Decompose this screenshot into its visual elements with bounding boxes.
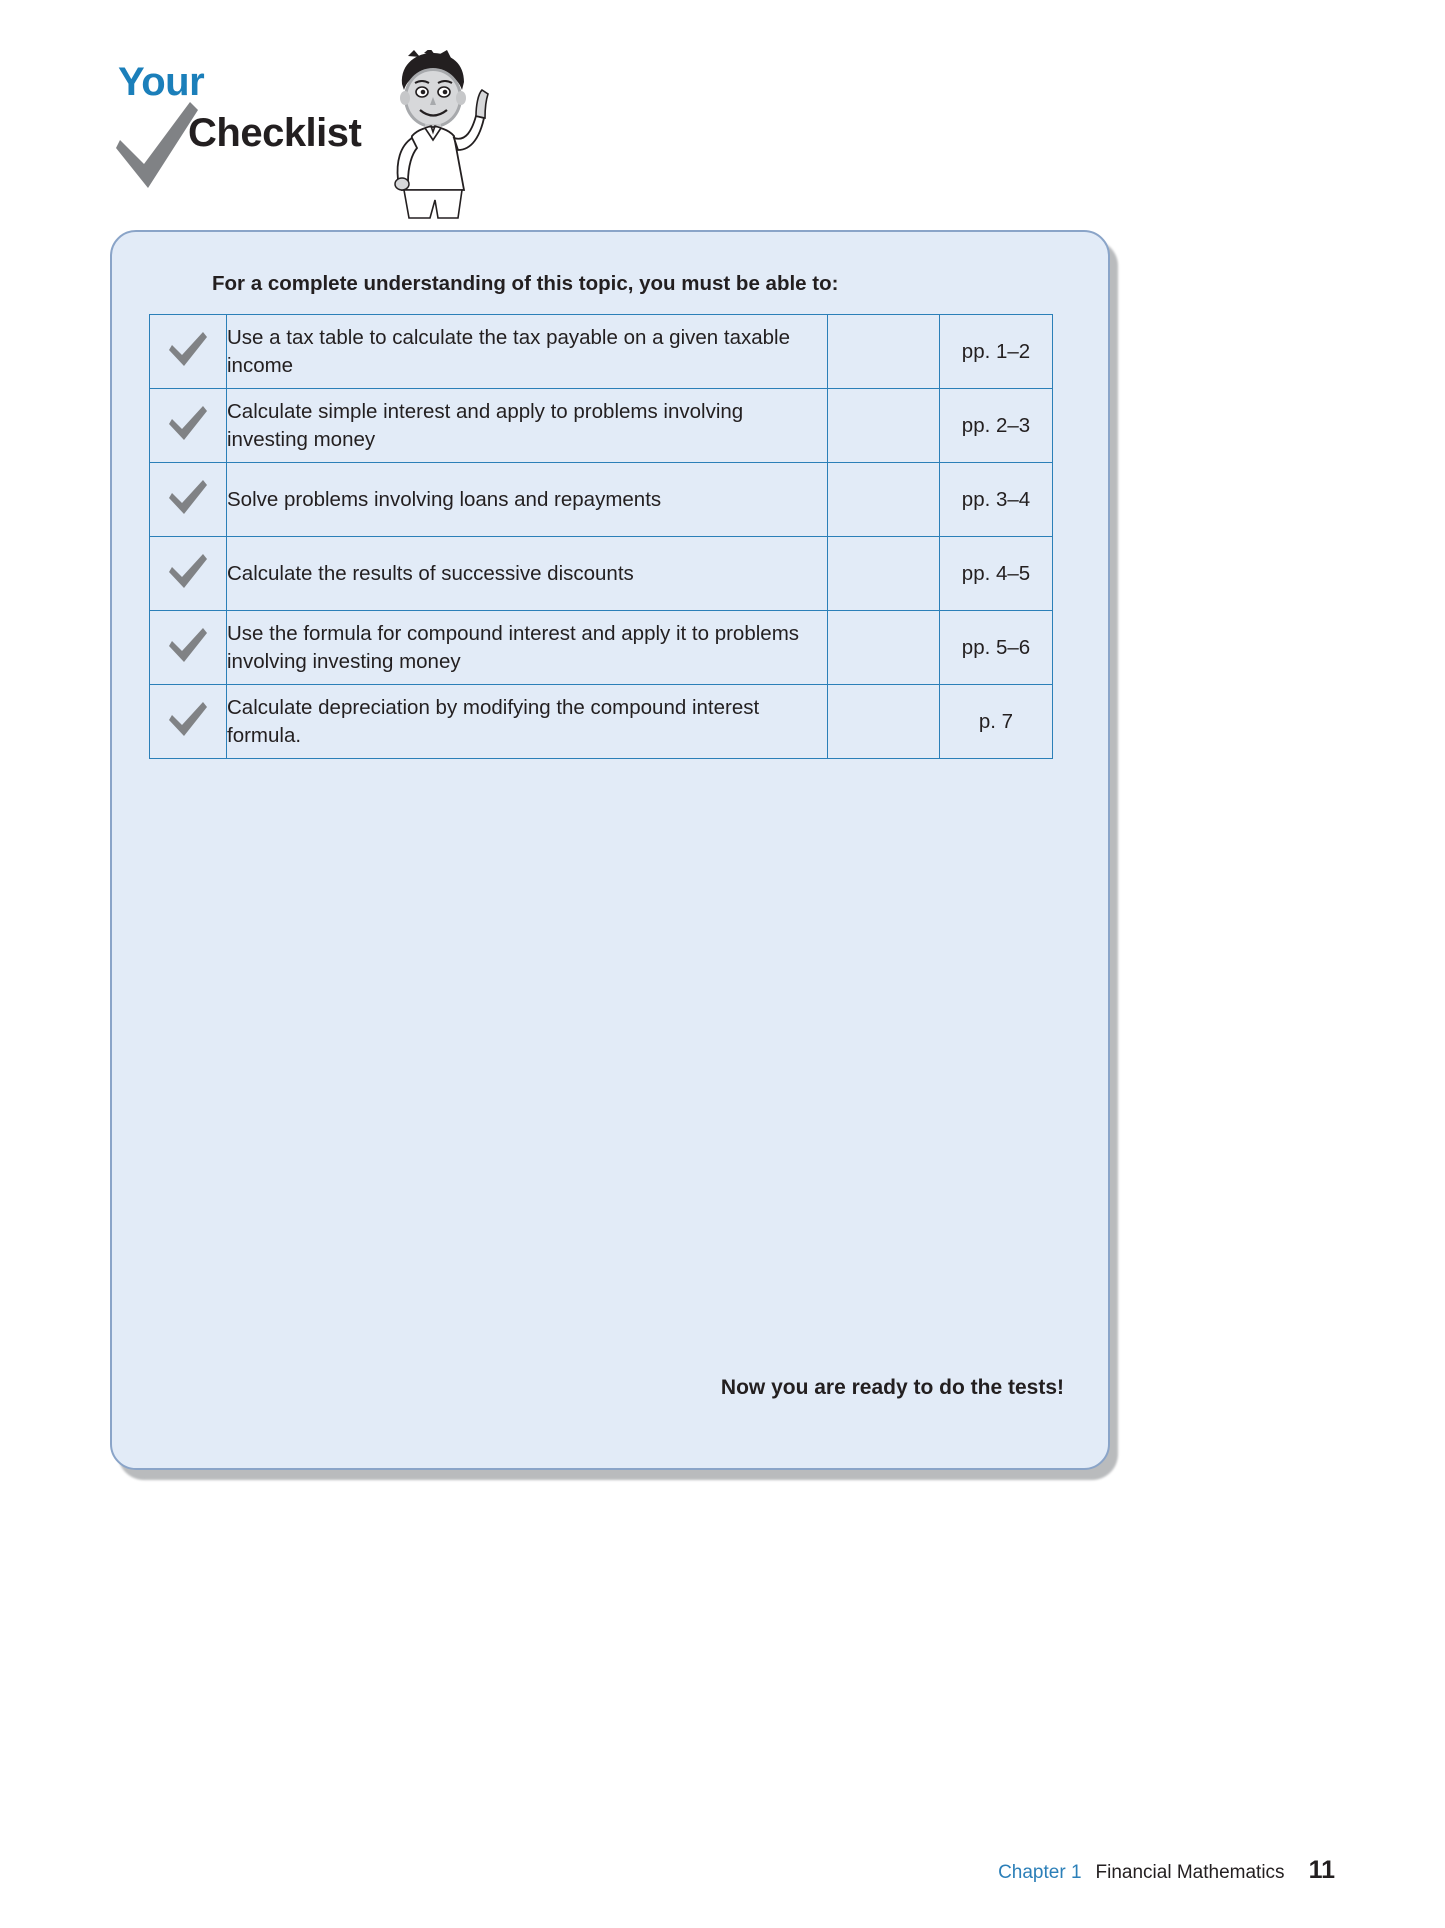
row-checkbox[interactable] [150,315,227,389]
check-mark-icon [167,625,209,670]
row-note-cell[interactable] [828,537,940,611]
footer-chapter-label: Chapter 1 [998,1862,1082,1883]
row-page-reference: pp. 2–3 [940,389,1053,463]
footer-page-number: 11 [1308,1856,1335,1884]
row-description: Use a tax table to calculate the tax payable on a given taxable income [227,315,828,389]
panel-intro-text: For a complete understanding of this topic, you must be able to: [212,272,839,295]
row-page-reference: pp. 3–4 [940,463,1053,537]
row-checkbox[interactable] [150,537,227,611]
row-note-cell[interactable] [828,685,940,759]
row-checkbox[interactable] [150,685,227,759]
row-page-reference: pp. 4–5 [940,537,1053,611]
row-note-cell[interactable] [828,463,940,537]
check-mark-icon [167,477,209,522]
check-mark-icon [167,551,209,596]
table-row [150,389,1053,463]
row-note-cell[interactable] [828,315,940,389]
page-header [110,60,670,210]
table-row [150,463,1053,537]
checklist-panel [110,230,1110,1470]
row-description: Calculate the results of successive discounts [227,537,828,611]
row-description: Use the formula for compound interest and apply it to problems involving investing money [227,611,828,685]
teacher-character-illustration [372,50,502,220]
check-mark-icon [167,403,209,448]
table-row [150,537,1053,611]
panel-footer-note: Now you are ready to do the tests! [720,1376,1064,1399]
footer-topic-label: Financial Mathematics [1095,1862,1285,1883]
row-note-cell[interactable] [828,611,940,685]
checklist-table [149,314,1053,759]
row-page-reference: pp. 1–2 [940,315,1053,389]
check-mark-icon [167,699,209,744]
row-description: Solve problems involving loans and repayments [227,463,828,537]
row-checkbox[interactable] [150,389,227,463]
row-checkbox[interactable] [150,611,227,685]
row-note-cell[interactable] [828,389,940,463]
page-title-line1: Your [118,60,205,104]
row-page-reference: pp. 5–6 [940,611,1053,685]
check-mark-icon [110,96,200,196]
row-description: Calculate simple interest and apply to problems involving investing money [227,389,828,463]
row-checkbox[interactable] [150,463,227,537]
page-title-line2: Checklist [188,111,362,155]
row-description: Calculate depreciation by modifying the compound interest formula. [227,685,828,759]
check-mark-icon [167,329,209,374]
table-row [150,315,1053,389]
table-row [150,685,1053,759]
page-footer [998,1856,1335,1885]
row-page-reference: p. 7 [940,685,1053,759]
table-row [150,611,1053,685]
